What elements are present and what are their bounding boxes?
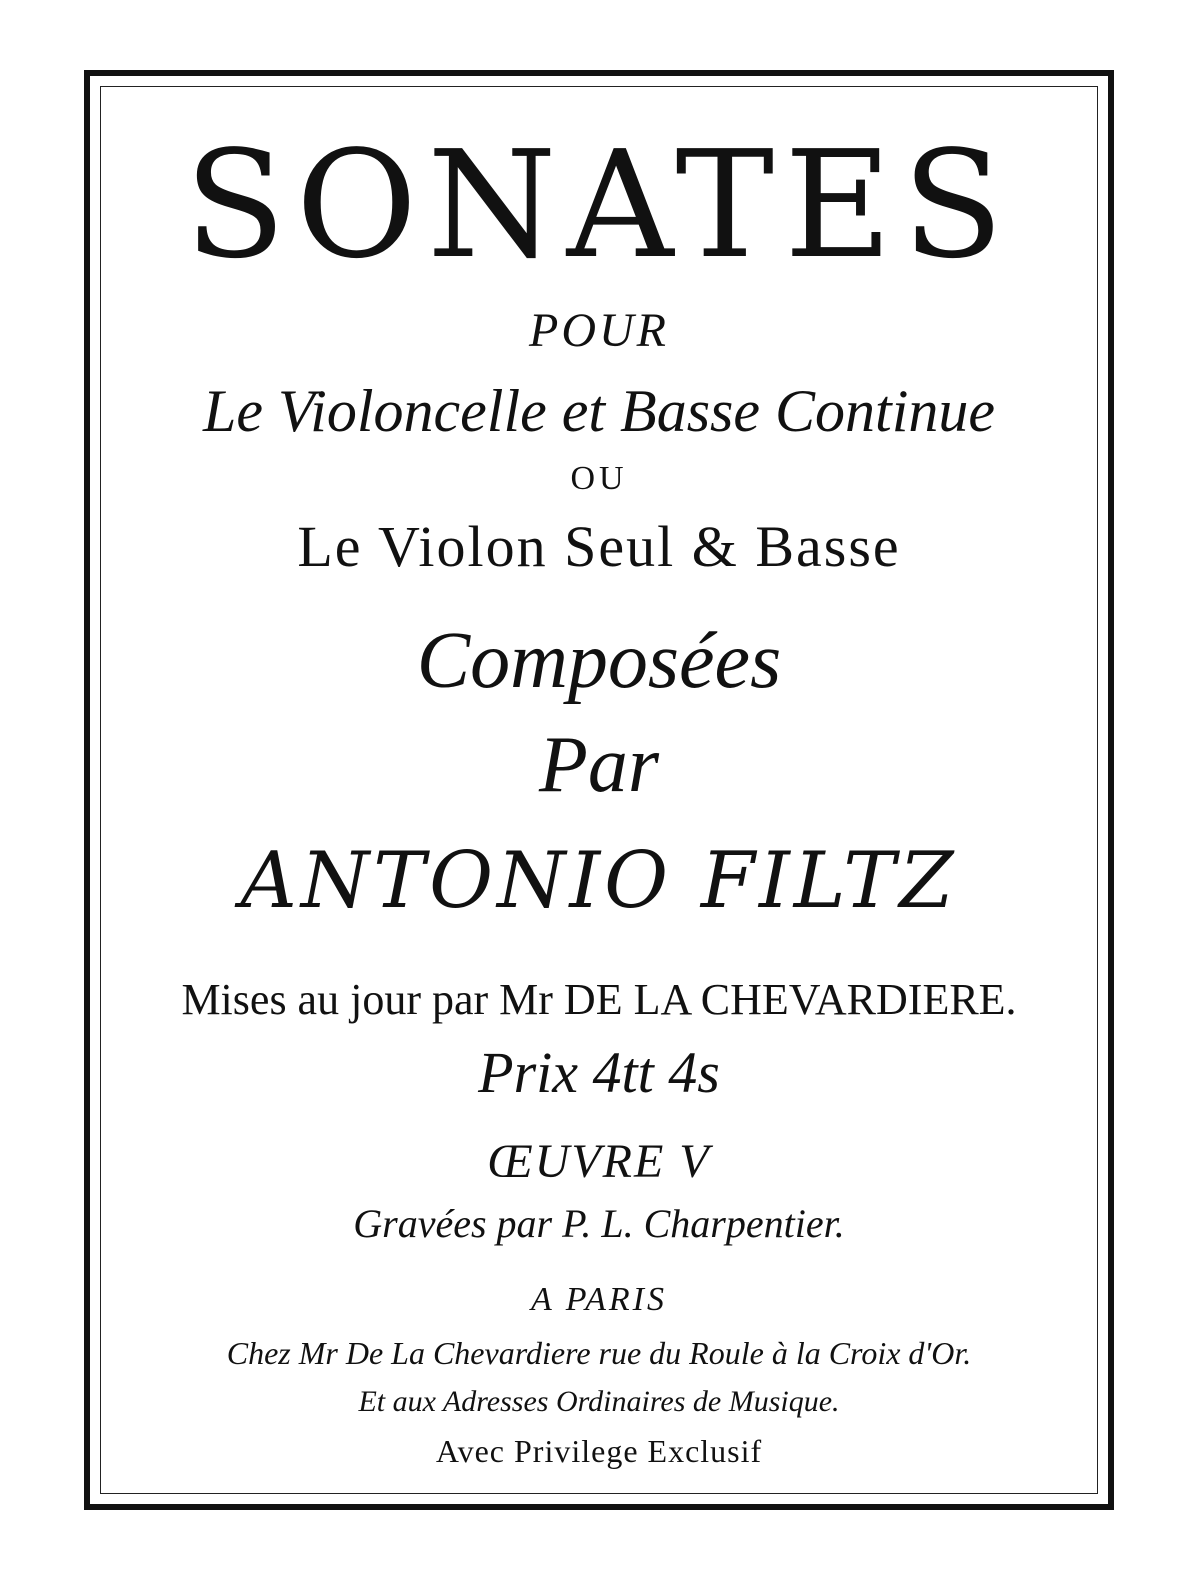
ou-conjunction: OU — [570, 460, 628, 497]
price-line: Prix 4tt 4s — [478, 1040, 720, 1105]
music-shops-line: Et aux Adresses Ordinaires de Musique. — [358, 1385, 840, 1418]
instrumentation-violin: Le Violon Seul & Basse — [297, 514, 901, 579]
composer-name: ANTONIO FILTZ — [240, 836, 958, 926]
page-title: SONATES — [184, 119, 1014, 291]
publisher-line: Mises au jour par Mr DE LA CHEVARDIERE. — [181, 975, 1017, 1024]
composed-label: Composées — [416, 617, 782, 705]
opus-number: ŒUVRE V — [487, 1135, 711, 1188]
privilege-notice: Avec Privilege Exclusif — [435, 1433, 763, 1469]
pour-heading: POUR — [529, 304, 669, 357]
publisher-address: Chez Mr De La Chevardiere rue du Roule à la Croix d'Or. — [226, 1335, 972, 1371]
publication-city: A PARIS — [531, 1281, 667, 1318]
by-label: Par — [539, 721, 659, 809]
engraver-credit: Gravées par P. L. Charpentier. — [353, 1201, 845, 1246]
instrumentation-cello: Le Violoncelle et Basse Continue — [202, 378, 996, 444]
